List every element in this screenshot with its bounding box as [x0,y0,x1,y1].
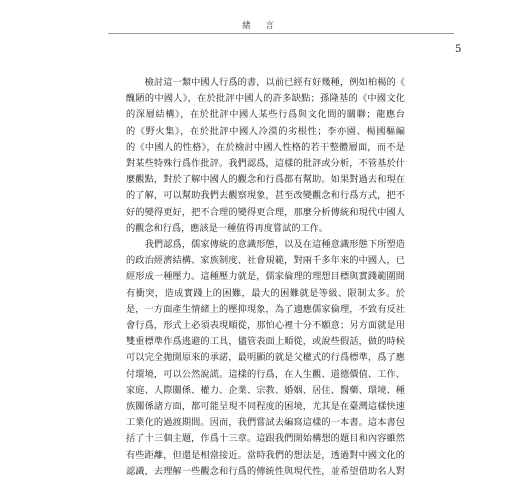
paragraph-2 [126,237,405,480]
text-line: 對某些特殊行爲作批評。我們認爲，這樣的批評或分析，不管基於什 [126,158,405,170]
running-header-title: 緒 言 [242,21,280,31]
text-line: 是，一方面產生情緒上的壓抑現象，為了適應儒家倫理，不致有反社 [126,303,405,315]
text-line: 括了十三個主題，作爲十三章。這跟我們開始構想的題目和內容雖然 [126,433,405,445]
header-rule [108,33,454,34]
body-text [126,75,405,480]
text-line: 的《野火集》，在於批評中國人冷漠的劣根性；李亦園、楊國樞編 [126,125,405,137]
page-number: 5 [455,44,462,55]
text-line: 認識，去理解一些觀念和行爲的傳統性與現代性，並希望借助名人對 [126,465,405,477]
text-line: 雙重標準作爲逃避的工具，儘管表面上順從，或說些假話，做的時候 [126,336,405,348]
text-line: 麼觀點，對於了解中國人的觀念和行爲都有幫助。如果對過去和現在 [126,174,405,186]
text-line: 的政治經濟結構、家族制度、社會規範，對兩千多年來的中國人，已 [126,255,405,267]
text-line: 醜陋的中國人》，在於批評中國人的許多缺點；孫隆基的《中國文化 [126,93,405,105]
text-line: 可以完全拋開原來的承諾，最明顯的就是父權式的行爲標準，爲了應 [126,352,405,364]
text-line: 的《中國人的性格》，在於檢討中國人性格的若干整體層面，而不是 [126,141,405,153]
text-line: 家庭、人際關係、權力、企業、宗教、婚姻、居住、醫藥、環境、種 [126,384,405,396]
paragraph-1 [126,75,405,237]
text-line: 檢討這一類中國人行爲的書，以前已經有好幾種，例如柏楊的《 [126,77,405,88]
text-line: 有些距離，但還是相當接近。當時我們的想法是，透過對中國文化的 [126,449,405,461]
text-line: 有衝突，造成實踐上的困難，最大的困難就是等級、限制太多。於 [126,287,405,299]
text-line: 好的變得更好，把不合理的變得更合理，那麼分析傳統和現代中國人 [126,206,405,218]
text-line: 會行爲，形式上必須表現順從，那怕心裡十分不願意；另方面就是用 [126,320,405,332]
text-line: 經形成一種壓力。這種壓力就是，儒家倫理的理想目標與實踐範圍間 [126,271,405,283]
text-line: 族關係諸方面，都可能呈現不同程度的困境，尤其是在臺灣這樣快速 [126,401,405,413]
text-line: 的深層結構》，在於批評中國人某些行爲與文化間的關聯；龍應台 [126,109,405,121]
text-line: 的觀念和行爲，應該是一種值得再度嘗試的工作。 [126,222,329,234]
text-line: 我們認爲，儒家傳統的意識形態，以及在這種意識形態下所塑造 [126,239,405,251]
text-line: 工業化的過渡期間。因而，我們嘗試去編寫這樣的一本書。這本書包 [126,417,405,429]
text-line: 付環境，可以公然說謊。這樣的行爲，在人生觀、道德價值、工作、 [126,368,405,380]
text-line: 的了解，可以幫助我們去觀察現象，甚至改變觀念和行爲方式，把不 [126,190,405,202]
